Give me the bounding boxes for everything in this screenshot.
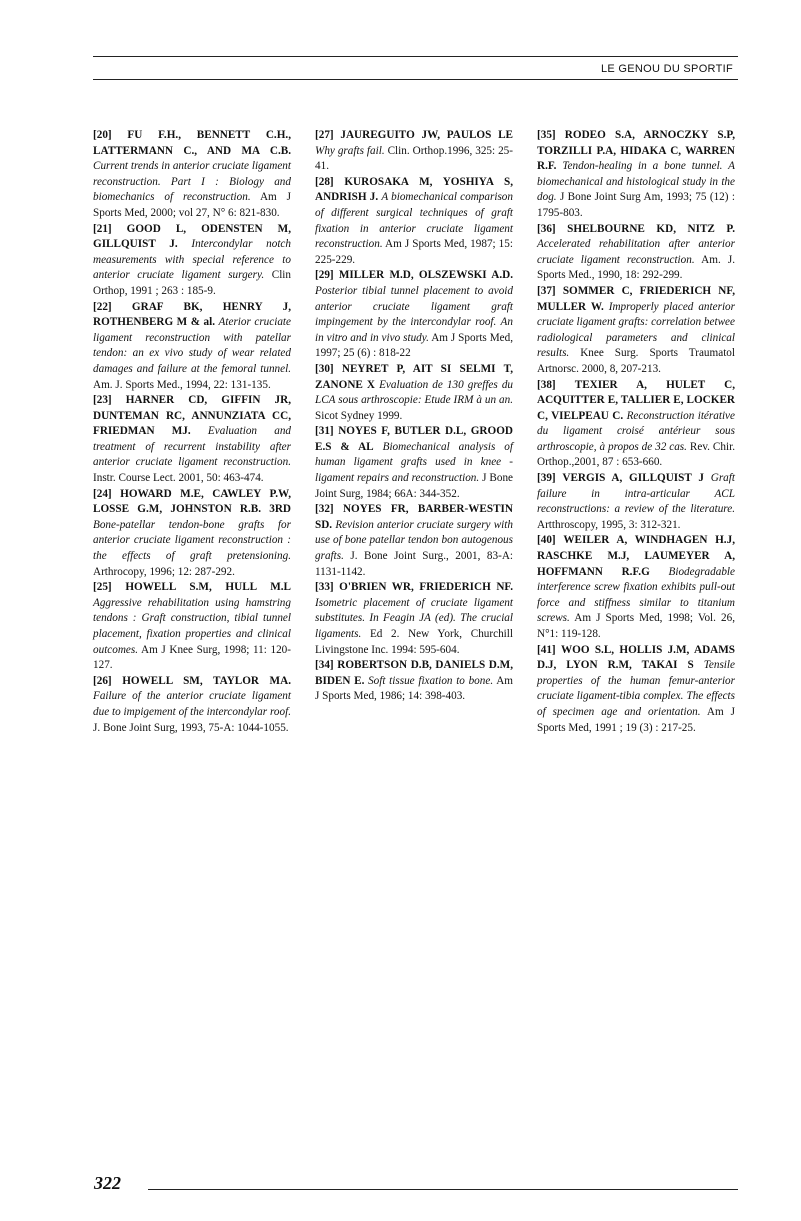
reference-source: Ed 2. New York, Churchill Livingstone Inc. 1994: 595-604. — [315, 628, 513, 656]
reference-entry — [537, 222, 735, 284]
reference-number: [33] — [315, 581, 334, 594]
reference-entry — [315, 424, 513, 502]
reference-number: [25] — [93, 581, 112, 594]
reference-title: Tendon-healing in a bone tunnel. A biomechanical and histological study in the dog. — [537, 160, 735, 204]
reference-number: [37] — [537, 284, 556, 297]
column-left — [93, 128, 291, 736]
reference-title: Biomechanical analysis of human ligament grafts used in knee - ligament repairs and reconstruction. — [315, 440, 513, 485]
reference-authors: FU F.H., BENNETT C.H., LATTERMANN C., AND MA C.B. — [93, 129, 292, 157]
reference-title: Reconstruction itérative du ligament croisé antérieur sous arthroscopie, à propos de 32 cas. — [537, 409, 735, 453]
reference-title: Graft failure in intra-articular ACL reconstructions: a review of the literature. — [537, 472, 735, 516]
reference-source: Instr. Course Lect. 2001, 50: 463-474. — [93, 472, 264, 485]
reference-title: Evaluation de 130 greffes du LCA sous arthroscopie: Etude IRM à un an. — [315, 378, 514, 407]
reference-authors: SOMMER C, FRIEDERICH NF, MULLER W. — [537, 284, 735, 313]
reference-number: [21] — [93, 222, 112, 235]
reference-number: [35] — [537, 129, 556, 141]
reference-source: Am J Sports Med, 1998; Vol. 26, N°1: 119-128. — [537, 612, 735, 640]
reference-entry — [93, 487, 291, 581]
reference-entry — [537, 378, 735, 472]
reference-number: [31] — [315, 425, 334, 438]
reference-source: Sicot Sydney 1999. — [315, 409, 403, 422]
reference-entry — [315, 362, 513, 424]
reference-entry — [93, 674, 291, 736]
reference-authors: GOOD L, ODENSTEN M, GILLQUIST J. — [93, 222, 291, 251]
reference-source: Am J Sports Med, 2000; vol 27, N° 6: 821-830. — [93, 191, 291, 219]
reference-authors: GRAF BK, HENRY J, ROTHENBERG M & al. — [93, 300, 291, 329]
reference-source: Rev. Chir. Orthop.,2001, 87 : 653-660. — [537, 440, 735, 469]
reference-title: Intercondylar notch measurements with special reference to anterior cruciate ligament surgery. — [93, 238, 291, 282]
reference-source: Arthrocopy, 1996; 12: 287-292. — [93, 565, 235, 578]
reference-authors: NOYES FR, BARBER-WESTIN SD. — [315, 503, 513, 531]
reference-source: Am. J. Sports Med., 1994, 22: 131-135. — [93, 378, 271, 391]
reference-title: Failure of the anterior cruciate ligament due to impigement of the intercondylar roof. — [93, 690, 291, 718]
column-right — [537, 128, 735, 736]
reference-authors: SHELBOURNE KD, NITZ P. — [567, 222, 736, 235]
reference-entry — [315, 175, 513, 269]
reference-authors: KUROSAKA M, YOSHIYA S, ANDRISH J. — [315, 175, 513, 204]
reference-title: Posterior tibial tunnel placement to avoid anterior cruciate ligament graft impingement by the intercondylar roof. An in vitro and in vivo study. — [315, 284, 513, 344]
header-rule-bottom — [93, 79, 738, 80]
reference-source: Am J Sports Med, 1986; 14: 398-403. — [315, 674, 513, 703]
reference-number: [20] — [93, 129, 112, 141]
reference-number: [39] — [537, 472, 556, 485]
footer-rule — [148, 1189, 738, 1190]
reference-entry — [537, 284, 735, 378]
header-rule — [93, 56, 738, 57]
reference-number: [36] — [537, 222, 556, 235]
reference-authors: NEYRET P, AIT SI SELMI T, ZANONE X — [315, 362, 513, 391]
reference-entry — [93, 128, 291, 222]
reference-entry — [537, 471, 735, 533]
running-header: LE GENOU DU SPORTIF — [600, 63, 733, 75]
reference-source: Knee Surg. Sports Traumatol Artnorsc. 2000, 8, 207-213. — [537, 347, 736, 375]
reference-authors: HARNER CD, GIFFIN JR, DUNTEMAN RC, ANNUNZIATA CC, FRIEDMAN MJ. — [93, 394, 292, 438]
reference-authors: O'BRIEN WR, FRIEDERICH NF. — [339, 581, 514, 594]
reference-authors: WOO S.L, HOLLIS J.M, ADAMS D.J, LYON R.M, TAKAI S — [537, 643, 736, 672]
reference-entry — [93, 393, 291, 487]
reference-title: Aggressive rehabilitation using hamstring tendons : Graft construction, tibial tunnel placement, fixation properties and clinical outcomes. — [93, 596, 291, 656]
reference-number: [41] — [537, 643, 556, 656]
reference-source: Clin. Orthop.1996, 325: 25-41. — [315, 144, 513, 173]
reference-source: Clin Orthop, 1991 ; 263 : 185-9. — [93, 269, 292, 297]
reference-number: [27] — [315, 129, 334, 141]
reference-authors: HOWARD M.E, CAWLEY P.W, LOSSE G.M, JOHNSTON R.B. 3RD — [93, 487, 291, 516]
reference-title: Isometric placement of cruciate ligament substitutes. In Feagin JA (ed). The crucial ligaments. — [315, 596, 513, 640]
reference-authors: WEILER A, WINDHAGEN H.J, RASCHKE M.J, LAUMEYER A, HOFFMANN R.F.G — [537, 534, 735, 578]
reference-authors: HOWELL S.M, HULL M.L — [125, 581, 292, 594]
reference-number: [34] — [315, 659, 334, 672]
reference-source: J Bone Joint Surg Am, 1993; 75 (12) : 1795-803. — [537, 191, 735, 219]
reference-source: Am J Sports Med, 1991 ; 19 (3) : 217-25. — [537, 705, 736, 734]
reference-entry — [315, 128, 513, 175]
reference-entry — [537, 643, 735, 737]
column-middle — [315, 128, 513, 705]
reference-number: [40] — [537, 534, 556, 547]
reference-source: J. Bone Joint Surg, 1993, 75-A: 1044-1055. — [93, 721, 289, 734]
reference-number: [29] — [315, 269, 334, 282]
reference-title: Current trends in anterior cruciate ligament reconstruction. Part I : Biology and biomechanics of reconstruction. — [93, 160, 291, 204]
reference-entry — [315, 658, 513, 705]
reference-number: [32] — [315, 503, 334, 516]
reference-title: Tensile properties of the human femur-anterior cruciate ligament-tibia complex. The effects of specimen age and orientation. — [537, 659, 735, 718]
reference-title: Soft tissue fixation to bone. — [368, 674, 494, 687]
reference-entry — [315, 580, 513, 658]
reference-source: Am. J. Sports Med., 1990, 18: 292-299. — [537, 253, 735, 282]
reference-title: Accelerated rehabilitation after anterior cruciate ligament reconstruction. — [537, 238, 735, 266]
reference-number: [26] — [93, 674, 112, 687]
reference-number: [28] — [315, 175, 334, 188]
reference-title: Revision anterior cruciate surgery with use of bone patellar tendon bon autogenous grafts. — [315, 518, 513, 563]
reference-source: J. Bone Joint Surg., 2001, 83-A: 1131-1142. — [315, 550, 514, 578]
reference-entry — [537, 533, 735, 642]
reference-source: Am J Sports Med, 1997; 25 (6) : 818-22 — [315, 331, 513, 360]
reference-title: Evaluation and treatment of recurrent instability after anterior cruciate ligament reconstruction. — [93, 425, 292, 469]
reference-entry — [315, 502, 513, 580]
reference-title: Biodegradable interference screw fixation exhibits pull-out force and stiffness similar to titanium screws. — [537, 565, 735, 625]
reference-source: Am J Sports Med, 1987; 15: 225-229. — [315, 238, 513, 266]
reference-number: [22] — [93, 300, 112, 313]
reference-entry — [537, 128, 735, 222]
reference-title: A biomechanical comparison of different surgical techniques of graft fixation in anterior cruciate ligament reconstruction. — [315, 191, 513, 251]
reference-authors: VERGIS A, GILLQUIST J — [562, 472, 704, 485]
reference-source: Am J Knee Surg, 1998; 11: 120-127. — [93, 643, 291, 672]
reference-title: Aterior cruciate ligament reconstruction with patellar tendon: an ex vivo study of wear related damages and failure at the femoral tunnel. — [93, 316, 292, 375]
reference-entry — [93, 580, 291, 674]
reference-title: Why grafts fail. — [315, 144, 385, 157]
reference-entry — [93, 300, 291, 394]
reference-authors: ROBERTSON D.B, DANIELS D.M, BIDEN E. — [315, 659, 514, 687]
reference-authors: JAUREGUITO JW, PAULOS LE — [340, 129, 513, 141]
reference-title: Improperly placed anterior cruciate ligament grafts: correlation betwee radiological parameters and clinical results. — [537, 300, 736, 360]
reference-entry — [93, 222, 291, 300]
reference-number: [23] — [93, 394, 112, 407]
reference-authors: MILLER M.D, OLSZEWSKI A.D. — [338, 269, 514, 282]
reference-source: Artthroscopy, 1995, 3: 312-321. — [537, 518, 681, 531]
reference-number: [38] — [537, 378, 556, 391]
reference-authors: HOWELL SM, TAYLOR MA. — [122, 674, 291, 687]
reference-entry — [315, 268, 513, 362]
reference-title: Bone-patellar tendon-bone grafts for anterior cruciate ligament reconstruction : the effects of graft pretensioning. — [93, 518, 291, 563]
reference-source: J Bone Joint Surg, 1984; 66A: 344-352. — [315, 472, 514, 500]
reference-authors: TEXIER A, HULET C, ACQUITTER E, TALLIER E, LOCKER C, VIELPEAU C. — [537, 378, 736, 422]
page-number: 322 — [94, 1173, 121, 1193]
reference-authors: NOYES F, BUTLER D.L, GROOD E.S & AL — [315, 425, 513, 453]
reference-number: [24] — [93, 487, 112, 500]
reference-authors: RODEO S.A, ARNOCZKY S.P, TORZILLI P.A, HIDAKA C, WARREN R.F. — [537, 129, 735, 173]
reference-number: [30] — [315, 362, 334, 375]
